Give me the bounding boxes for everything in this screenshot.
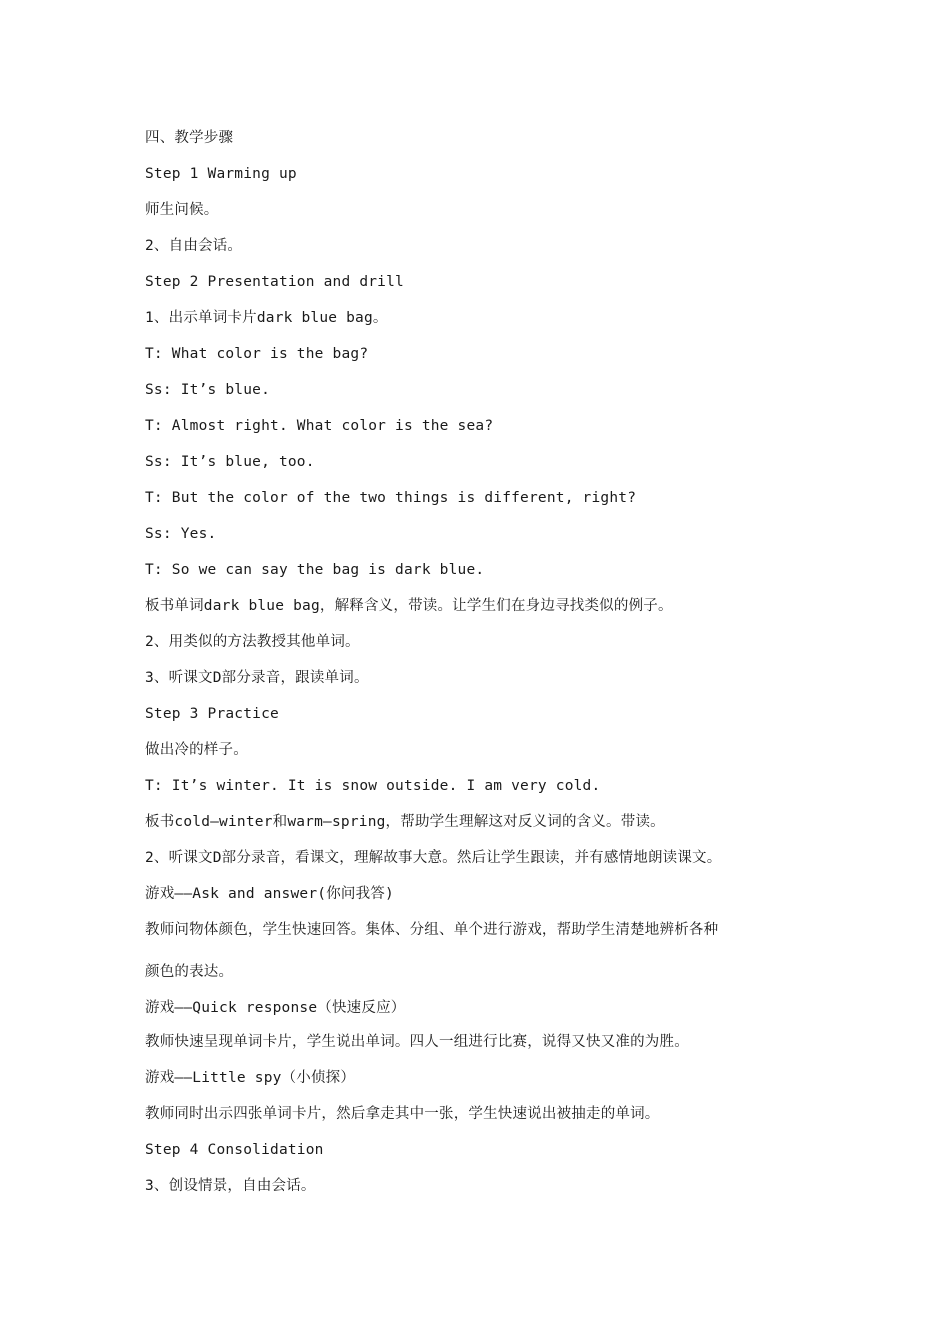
section-heading: 四、教学步骤 bbox=[145, 130, 234, 146]
text-line: 教师快速呈现单词卡片，学生说出单词。四人一组进行比赛，说得又快又准的为胜。 bbox=[145, 1034, 689, 1050]
text-line: 颜色的表达。 bbox=[145, 964, 234, 980]
dialogue-line: Ss: It’s blue. bbox=[145, 382, 271, 398]
game-heading: 游戏——Little spy（小侦探） bbox=[145, 1070, 356, 1086]
dialogue-line: T: What color is the bag? bbox=[145, 346, 369, 362]
step-heading: Step 4 Consolidation bbox=[145, 1142, 324, 1158]
text-line: 3、创设情景，自由会话。 bbox=[145, 1178, 316, 1194]
text-line: 教师问物体颜色，学生快速回答。集体、分组、单个进行游戏，帮助学生清楚地辨析各种 bbox=[145, 922, 719, 938]
text-line: 1、出示单词卡片dark blue bag。 bbox=[145, 310, 388, 326]
game-heading: 游戏——Quick response（快速反应） bbox=[145, 1000, 406, 1016]
text-line: 教师同时出示四张单词卡片，然后拿走其中一张，学生快速说出被抽走的单词。 bbox=[145, 1106, 660, 1122]
dialogue-line: T: But the color of the two things is different, right? bbox=[145, 490, 637, 506]
step-heading: Step 2 Presentation and drill bbox=[145, 274, 404, 290]
text-line: 3、听课文D部分录音，跟读单词。 bbox=[145, 670, 369, 686]
text-line: 师生问候。 bbox=[145, 202, 219, 218]
dialogue-line: T: So we can say the bag is dark blue. bbox=[145, 562, 485, 578]
text-line: 2、自由会话。 bbox=[145, 238, 243, 254]
dialogue-line: T: It’s winter. It is snow outside. I am very cold. bbox=[145, 778, 601, 794]
dialogue-line: Ss: It’s blue, too. bbox=[145, 454, 315, 470]
text-line: 板书单词dark blue bag，解释含义，带读。让学生们在身边寻找类似的例子。 bbox=[145, 598, 673, 614]
step-heading: Step 3 Practice bbox=[145, 706, 279, 722]
text-line: 板书cold—winter和warm—spring，帮助学生理解这对反义词的含义。带读。 bbox=[145, 814, 665, 830]
dialogue-line: T: Almost right. What color is the sea? bbox=[145, 418, 494, 434]
step-heading: Step 1 Warming up bbox=[145, 166, 297, 182]
text-line: 2、用类似的方法教授其他单词。 bbox=[145, 634, 360, 650]
text-line: 做出冷的样子。 bbox=[145, 742, 248, 758]
game-heading: 游戏——Ask and answer(你问我答) bbox=[145, 886, 394, 902]
text-line: 2、听课文D部分录音，看课文，理解故事大意。然后让学生跟读，并有感情地朗读课文。 bbox=[145, 850, 722, 866]
dialogue-line: Ss: Yes. bbox=[145, 526, 217, 542]
